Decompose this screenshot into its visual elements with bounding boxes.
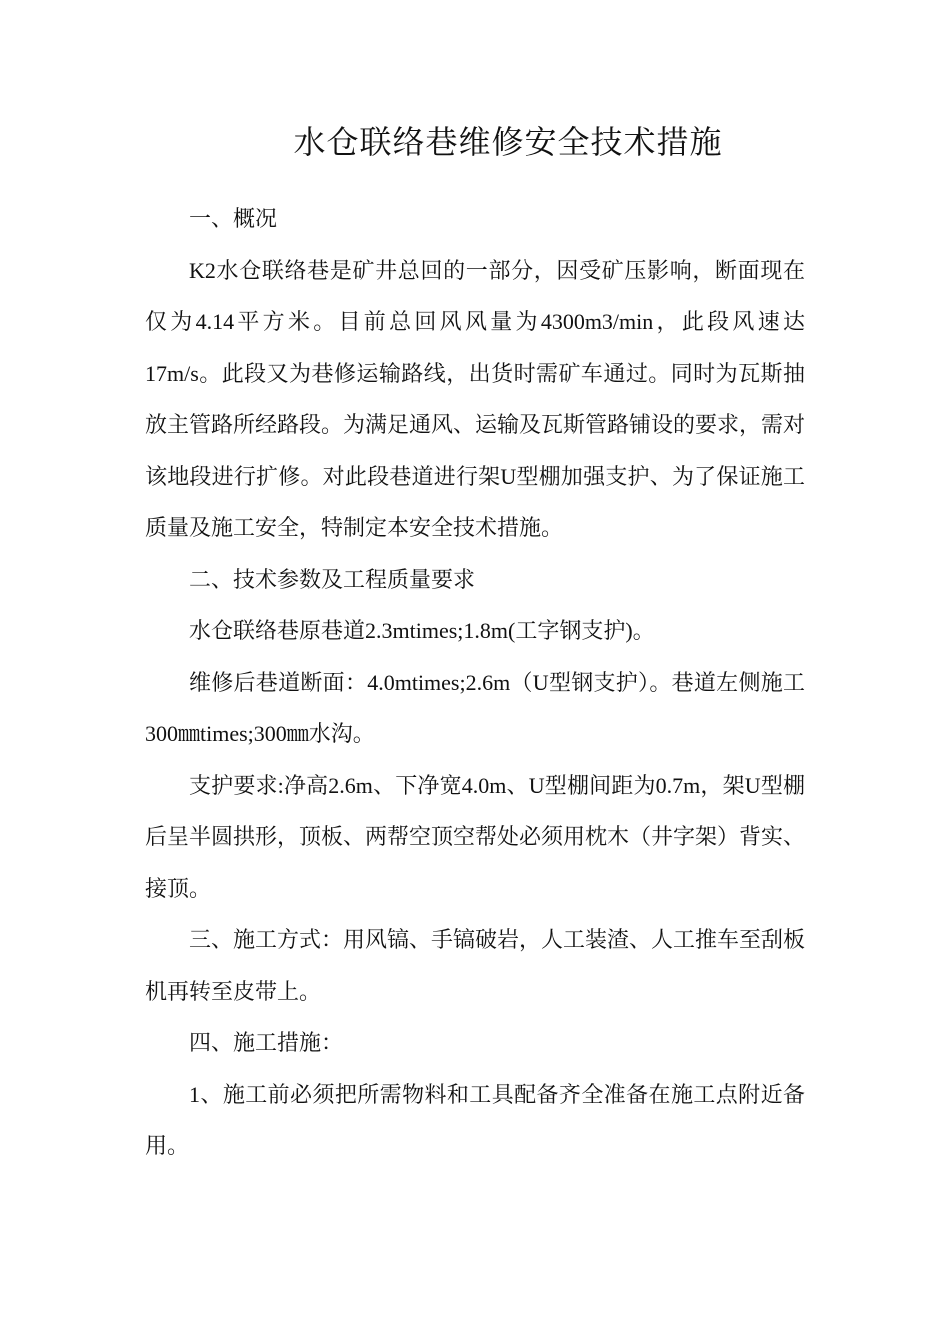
section-heading-overview: 一、概况 bbox=[189, 206, 278, 231]
section-heading-construction-measures: 四、施工措施： bbox=[189, 1030, 344, 1055]
paragraph-original-roadway: 水仓联络巷原巷道2.3mtimes;1.8m(工字钢支护)。 bbox=[189, 618, 655, 643]
list-item-measure-1: 1、施工前必须把所需物料和工具配备齐全准备在施工点附近备用。 bbox=[145, 1081, 805, 1158]
document-body bbox=[145, 193, 805, 1172]
paragraph-overview: K2水仓联络巷是矿井总回的一部分，因受矿压影响，断面现在仅为4.14平方米。目前总回风风量为4300m3/min，此段风速达17m/s。此段又为巷修运输路线，出货时需矿车通过。同时为瓦斯抽放主管路所经路段。为满足通风、运输及瓦斯管路铺设的要求，需对该地段进行扩修。对此段巷道进行架U型棚加强支护、为了保证施工质量及施工安全，特制定本安全技术措施。 bbox=[145, 257, 806, 540]
paragraph-repaired-section: 维修后巷道断面：4.0mtimes;2.6m（U型钢支护）。巷道左侧施工300㎜times;300㎜水沟。 bbox=[145, 669, 805, 746]
paragraph-support-requirements: 支护要求:净高2.6m、下净宽4.0m、U型棚间距为0.7m，架U型棚后呈半圆拱形，顶板、两帮空顶空帮处必须用枕木（井字架）背实、接顶。 bbox=[145, 772, 806, 901]
document-title: 水仓联络巷维修安全技术措施 bbox=[293, 124, 723, 160]
section-heading-technical-parameters: 二、技术参数及工程质量要求 bbox=[189, 566, 476, 592]
section-heading-construction-method: 三、施工方式：用风镐、手镐破岩，人工装渣、人工推车至刮板机再转至皮带上。 bbox=[145, 927, 806, 1004]
